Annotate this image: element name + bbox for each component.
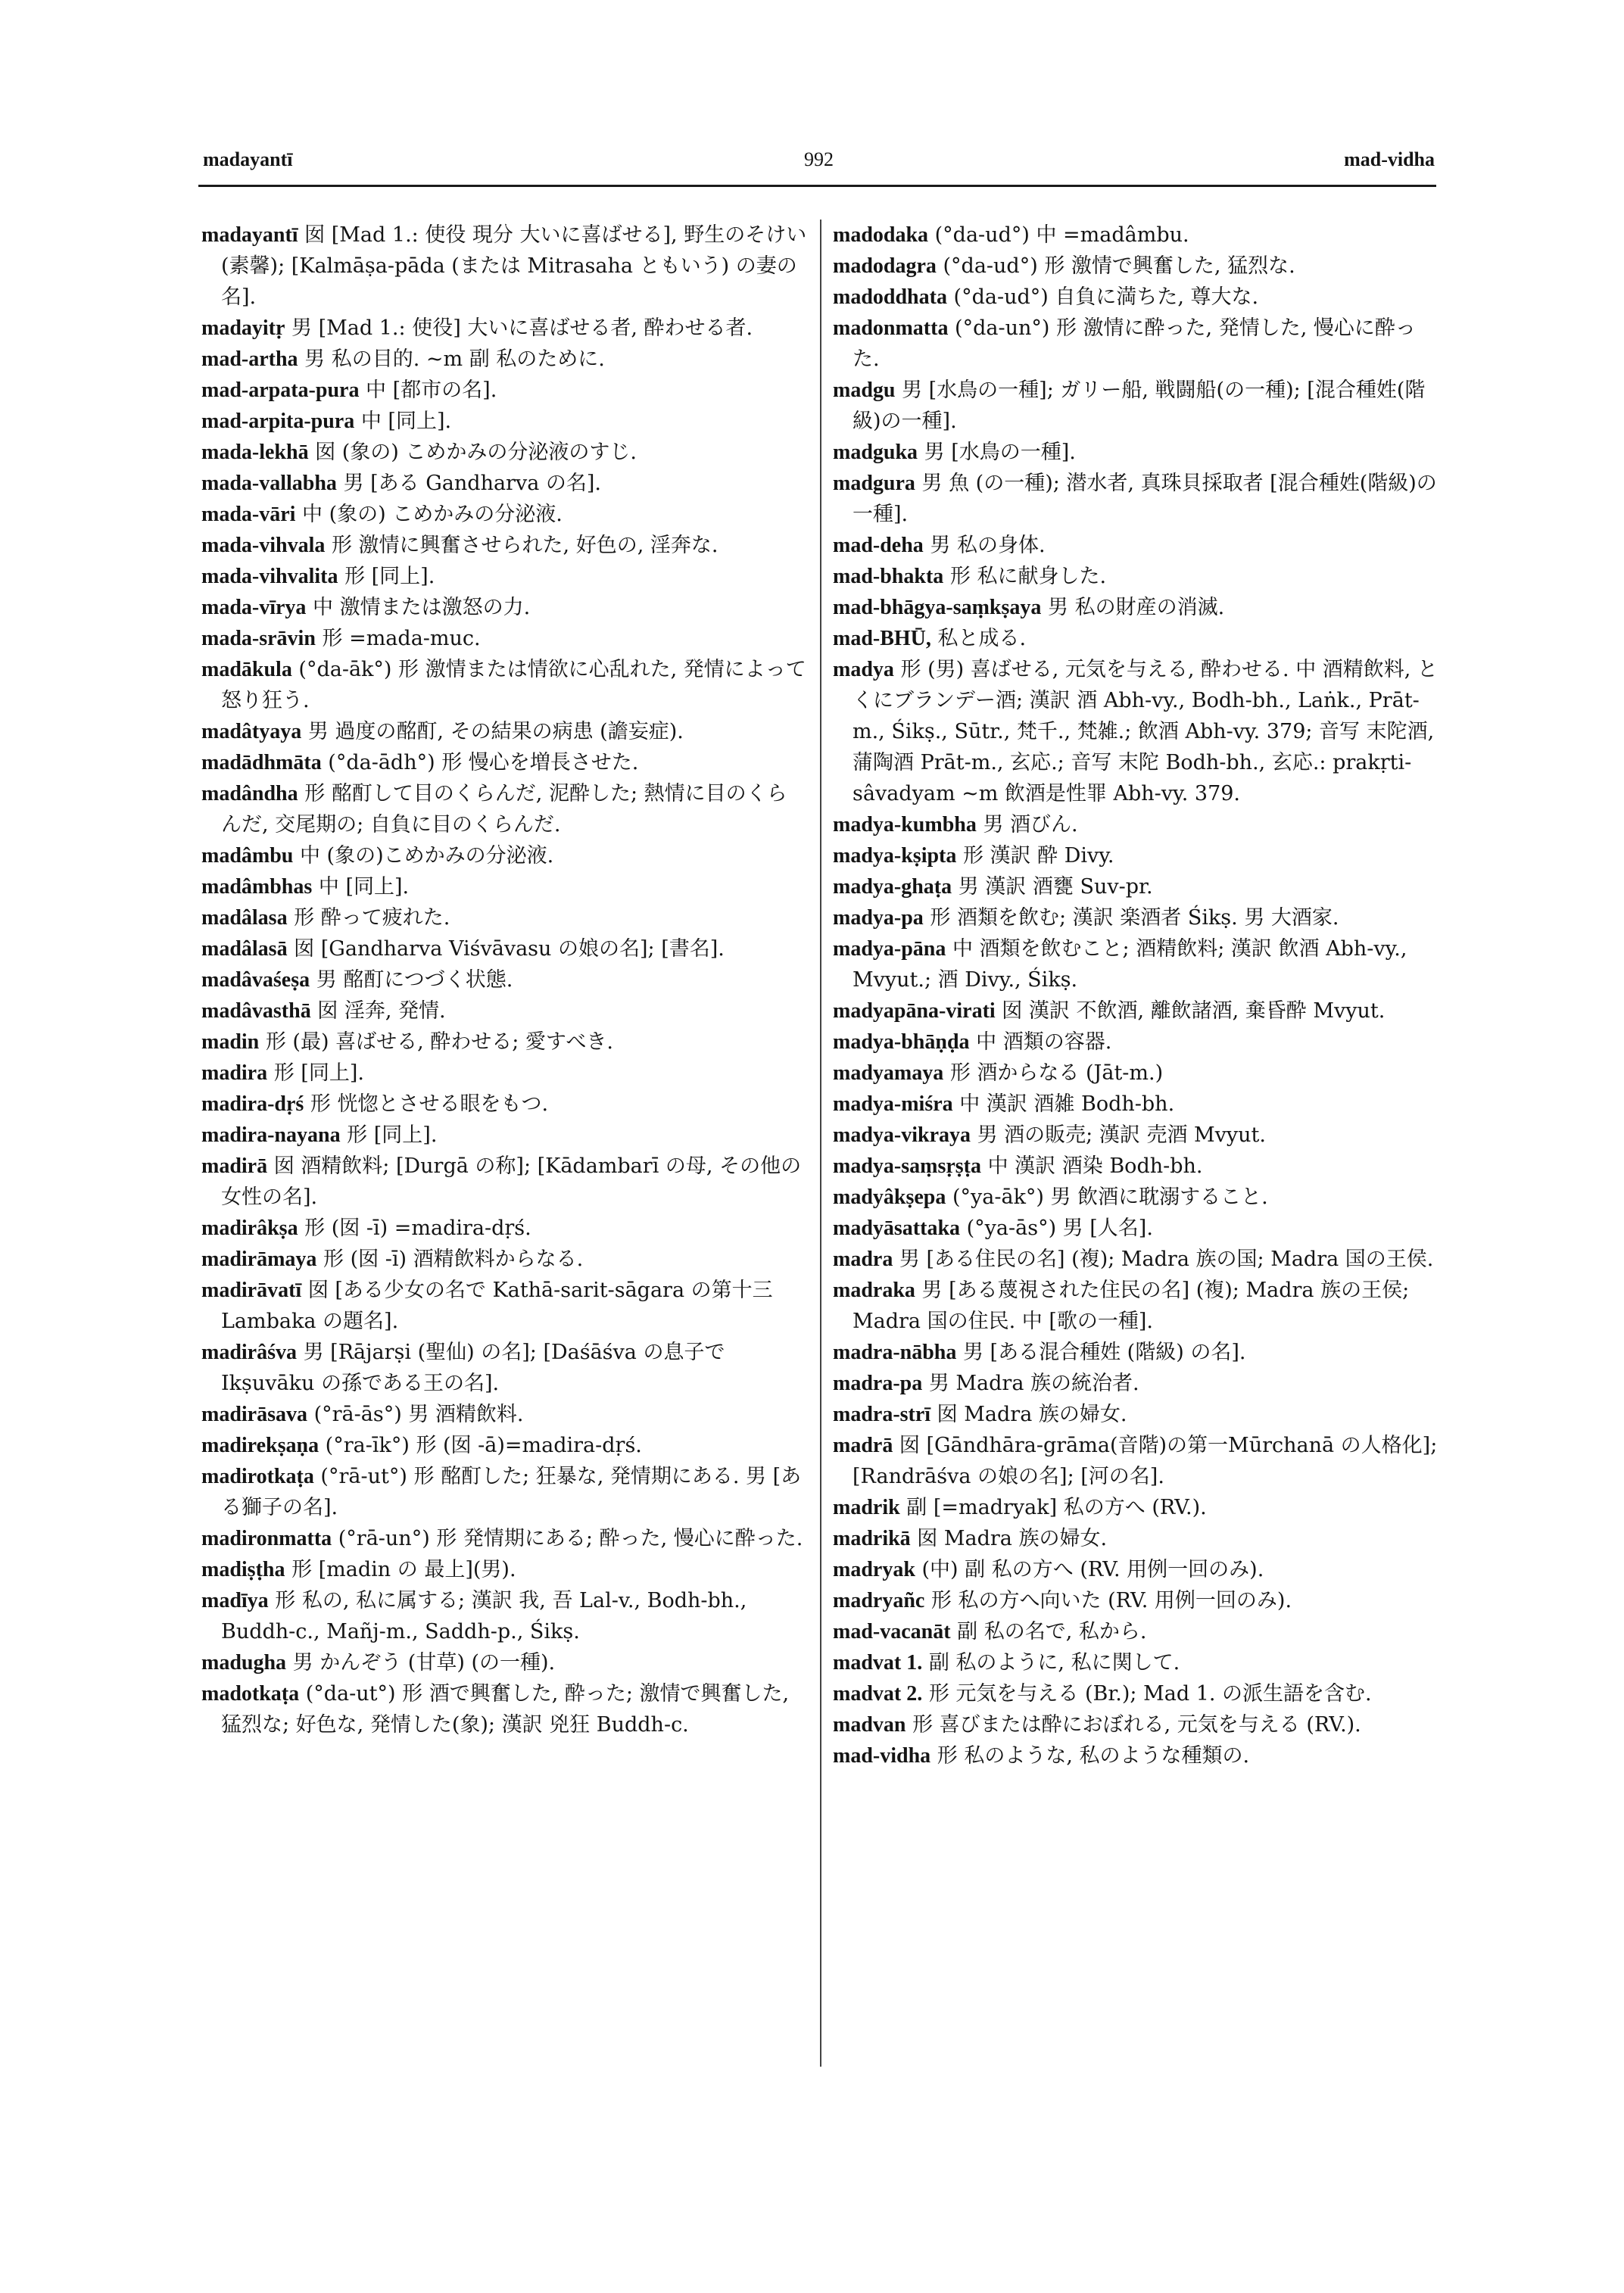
headword: madodagra	[833, 254, 937, 278]
dictionary-entry	[833, 1244, 1439, 1275]
dictionary-entry	[833, 282, 1439, 313]
headword: madin	[201, 1030, 260, 1054]
dictionary-entry	[833, 1399, 1439, 1430]
dictionary-entry	[833, 468, 1439, 530]
definition: 形 喜びまたは酔におぼれる, 元気を与える (RV.).	[912, 1713, 1361, 1737]
definition: 囡 [ある少女の名で Kathā-sarit-sāgara の第十三 Lambaka の題名].	[221, 1279, 773, 1333]
dictionary-entry	[833, 1151, 1439, 1182]
definition: 囡 [Gandharva Viśvāvasu の娘の名]; [書名].	[294, 937, 725, 961]
definition: 副 [=madryak] 私の方へ (RV.).	[906, 1496, 1207, 1519]
definition: 男 酒の販売; 漢訳 売酒 Mvyut.	[977, 1123, 1266, 1147]
definition: 形 (男) 喜ばせる, 元気を与える, 酔わせる. 中 酒精飲料, とくにブランデー酒; 漢訳 酒 Abh-vy., Bodh-bh., Laṅk., Prāt-m., Śikṣ., Sūtr., 梵千., 梵雑.; 飲酒 Abh-vy. 379; 音写 末陀酒, 蒲陶酒 Prāt-m., 玄応.; 音写 末陀 Bodh-bh., 玄応.: prakṛti-sâvadyam ~m 飲酒是性罪 Abh-vy. 379.	[853, 658, 1438, 805]
definition: 男 [ある Gandharva の名].	[343, 472, 602, 495]
dictionary-entry	[201, 623, 807, 654]
definition: 中 (象の) こめかみの分泌液.	[302, 503, 563, 526]
dictionary-entry	[833, 1709, 1439, 1740]
dictionary-entry	[201, 344, 807, 375]
dictionary-entry	[201, 995, 807, 1027]
dictionary-entry	[201, 437, 807, 468]
definition: 男 [水鳥の一種]; ガリー船, 戦闘船(の一種); [混合種姓(階級)の一種].	[853, 379, 1426, 433]
definition: 形 私に献身した.	[949, 565, 1107, 588]
headword: mad-deha	[833, 534, 924, 557]
headword: madya-saṃsṛṣṭa	[833, 1154, 981, 1178]
dictionary-entry	[833, 375, 1439, 437]
headword: madoddhata	[833, 285, 947, 309]
definition: 形 私の, 私に属する; 漢訳 我, 吾 Lal-v., Bodh-bh., Buddh-c., Mañj-m., Saddh-p., Śikṣ.	[221, 1589, 747, 1643]
dictionary-entry	[201, 654, 807, 716]
headword: mad-bhakta	[833, 565, 944, 588]
definition: 男 Madra 族の統治者.	[928, 1372, 1139, 1395]
dictionary-entry	[833, 840, 1439, 871]
dictionary-entry	[833, 1678, 1439, 1709]
definition: 男 [Rājarṣi (聖仙) の名]; [Daśāśva の息子で Ikṣuvāku の孫である王の名].	[221, 1341, 725, 1395]
definition: 男 過度の酩酊, その結果の病患 (譫妄症).	[307, 720, 684, 743]
dictionary-entry	[833, 530, 1439, 561]
headword: madira-nayana	[201, 1123, 341, 1147]
definition: (°da-ud°) 中 =madâmbu.	[934, 223, 1189, 247]
definition: 形 恍惚とさせる眼をもつ.	[310, 1092, 549, 1116]
headword: madra-strī	[833, 1403, 931, 1426]
headword: mada-vallabha	[201, 472, 337, 495]
headword: mad-vacanāt	[833, 1620, 951, 1643]
dictionary-entry	[833, 623, 1439, 654]
dictionary-entry	[201, 1027, 807, 1058]
headword: madâvaśeṣa	[201, 968, 310, 992]
dictionary-entry	[833, 220, 1439, 251]
definition: 中 [都市の名].	[366, 379, 497, 402]
dictionary-entry	[201, 902, 807, 933]
dictionary-entry	[833, 1120, 1439, 1151]
headword: madâvasthā	[201, 999, 311, 1023]
definition: 中 酒類の容器.	[976, 1030, 1112, 1054]
dictionary-entry	[201, 1678, 807, 1740]
dictionary-entry	[201, 1585, 807, 1647]
definition: 形 酩酊して目のくらんだ, 泥酔した; 熱情に目のくらんだ, 交尾期の; 自負に目のくらんだ.	[221, 782, 787, 837]
dictionary-entry	[833, 1089, 1439, 1120]
dictionary-entry	[833, 1554, 1439, 1585]
definition: 形 [同上].	[273, 1061, 364, 1085]
headword: mad-BHŪ,	[833, 627, 931, 650]
header-rule	[198, 185, 1436, 187]
dictionary-entry	[833, 871, 1439, 902]
definition: 男 かんぞう (甘草) (の一種).	[292, 1651, 556, 1675]
headword: madyamaya	[833, 1061, 944, 1085]
headword: madira-dṛś	[201, 1092, 304, 1116]
headword: madvan	[833, 1713, 906, 1737]
dictionary-entry	[833, 592, 1439, 623]
dictionary-entry	[201, 1647, 807, 1678]
dictionary-entry	[833, 1616, 1439, 1647]
definition: 囡 [Mad 1.: 使役 現分 大いに喜ばせる], 野生のそけい(素馨); [Kalmāṣa-pāda (または Mitrasaha ともいう) の妻の名].	[221, 223, 807, 309]
definition: 中 漢訳 酒雑 Bodh-bh.	[959, 1092, 1175, 1116]
dictionary-entry	[201, 1151, 807, 1213]
headword: madraka	[833, 1279, 915, 1302]
definition: 形 (囡 -ī) 酒精飲料からなる.	[323, 1248, 584, 1271]
headword: madayitṛ	[201, 316, 285, 340]
headword: madirâkṣa	[201, 1217, 298, 1240]
definition: 男 [水鳥の一種].	[924, 441, 1076, 464]
headword: madirekṣaṇa	[201, 1434, 320, 1457]
dictionary-entry	[833, 809, 1439, 840]
dictionary-entry	[201, 1213, 807, 1244]
dictionary-entry	[201, 530, 807, 561]
dictionary-entry	[833, 313, 1439, 375]
running-header	[203, 148, 1435, 179]
definition: (°ya-āk°) 男 飲酒に耽溺すること.	[952, 1185, 1268, 1209]
dictionary-entry	[201, 1554, 807, 1585]
definition: 形 [同上].	[344, 565, 435, 588]
definition: 囡 Madra 族の婦女.	[937, 1403, 1127, 1426]
dictionary-entry	[201, 933, 807, 964]
headword: madyâkṣepa	[833, 1185, 946, 1209]
dictionary-entry	[833, 1523, 1439, 1554]
definition: (°da-ādh°) 形 慢心を増長させた.	[328, 751, 639, 774]
dictionary-entry	[833, 561, 1439, 592]
right-column	[833, 220, 1439, 1771]
dictionary-entry	[201, 1120, 807, 1151]
definition: (°rā-un°) 形 発情期にある; 酔った, 慢心に酔った.	[338, 1527, 803, 1550]
headword: madrā	[833, 1434, 893, 1457]
dictionary-entry	[201, 375, 807, 406]
headword: madironmatta	[201, 1527, 332, 1550]
headword: madira	[201, 1061, 268, 1085]
headword: madugha	[201, 1651, 287, 1675]
definition: (°rā-ās°) 男 酒精飲料.	[313, 1403, 524, 1426]
headword: madya-miśra	[833, 1092, 953, 1116]
definition: 形 私のような, 私のような種類の.	[937, 1744, 1250, 1768]
dictionary-entry	[201, 1430, 807, 1461]
headword: madyapāna-virati	[833, 999, 996, 1023]
headword: madirāvatī	[201, 1279, 302, 1302]
headword: madirā	[201, 1154, 268, 1178]
definition: (°da-āk°) 形 激情または情欲に心乱れた, 発情によって怒り狂う.	[221, 658, 806, 712]
headword: mada-lekhā	[201, 441, 309, 464]
definition: 形 元気を与える (Br.); Mad 1. の派生語を含む.	[928, 1682, 1372, 1706]
headword: madgura	[833, 472, 915, 495]
dictionary-entry	[201, 468, 807, 499]
headword: madotkaṭa	[201, 1682, 300, 1706]
definition: 囡 漢訳 不飲酒, 離飲諸酒, 棄昏酔 Mvyut.	[1002, 999, 1386, 1023]
dictionary-entry	[201, 1058, 807, 1089]
headword: madra-nābha	[833, 1341, 957, 1364]
dictionary-entry	[833, 1430, 1439, 1492]
definition: 形 漢訳 酔 Divy.	[962, 844, 1114, 868]
dictionary-entry	[201, 778, 807, 840]
definition: 囡 (象の) こめかみの分泌液のすじ.	[315, 441, 637, 464]
headword: madâtyaya	[201, 720, 302, 743]
definition: (°rā-ut°) 形 酩酊した; 狂暴な, 発情期にある. 男 [ある獅子の名].	[221, 1465, 802, 1519]
dictionary-entry	[833, 1337, 1439, 1368]
headword: mada-vīrya	[201, 596, 307, 619]
headword: madonmatta	[833, 316, 949, 340]
definition: 男 [ある混合種姓 (階級) の名].	[962, 1341, 1246, 1364]
dictionary-entry	[201, 1089, 807, 1120]
headword: madyāsattaka	[833, 1217, 961, 1240]
definition: 形 酔って疲れた.	[294, 906, 450, 930]
dictionary-entry	[201, 220, 807, 313]
dictionary-entry	[833, 1585, 1439, 1616]
headword: madryañc	[833, 1589, 925, 1612]
headword: mad-arpata-pura	[201, 379, 360, 402]
headword: madâmbhas	[201, 875, 313, 899]
dictionary-entry	[201, 964, 807, 995]
headword: madrik	[833, 1496, 900, 1519]
definition: (°ra-īk°) 形 (囡 -ā)=madira-dṛś.	[325, 1434, 642, 1457]
headword: madirāsava	[201, 1403, 307, 1426]
headword: madodaka	[833, 223, 929, 247]
headword: madīya	[201, 1589, 269, 1612]
definition: (中) 副 私の方へ (RV. 用例一回のみ).	[921, 1558, 1264, 1581]
definition: 中 激情または激怒の力.	[313, 596, 531, 619]
headword: mad-artha	[201, 347, 298, 371]
definition: (°da-ud°) 形 激情で興奮した, 猛烈な.	[943, 254, 1295, 278]
definition: 囡 淫奔, 発情.	[317, 999, 446, 1023]
dictionary-entry	[833, 1740, 1439, 1771]
dictionary-entry	[201, 592, 807, 623]
dictionary-entry	[833, 933, 1439, 995]
dictionary-entry	[833, 1275, 1439, 1337]
dictionary-entry	[201, 499, 807, 530]
headword: madrikā	[833, 1527, 911, 1550]
definition: 副 私の名で, 私から.	[957, 1620, 1147, 1643]
headword: mada-vihvalita	[201, 565, 338, 588]
dictionary-entry	[201, 313, 807, 344]
headword: madra-pa	[833, 1372, 923, 1395]
dictionary-entry	[201, 716, 807, 747]
headword: madra	[833, 1248, 893, 1271]
headword: mada-vihvala	[201, 534, 326, 557]
headword: mada-srāvin	[201, 627, 316, 650]
headword: mad-vidha	[833, 1744, 931, 1768]
headword: madryak	[833, 1558, 915, 1581]
headword: madya-bhāṇḍa	[833, 1030, 970, 1054]
definition: 中 酒類を飲むこと; 酒精飲料; 漢訳 飲酒 Abh-vy., Mvyut.; 酒 Divy., Śikṣ.	[853, 937, 1407, 992]
definition: 形 =mada-muc.	[322, 627, 481, 650]
headword: mada-vāri	[201, 503, 296, 526]
headword: madirâśva	[201, 1341, 297, 1364]
dictionary-entry	[833, 1213, 1439, 1244]
dictionary-entry	[833, 1647, 1439, 1678]
definition: 形 酒からなる (Jāt-m.)	[949, 1061, 1164, 1085]
definition: 男 [Mad 1.: 使役] 大いに喜ばせる者, 酔わせる者.	[291, 316, 753, 340]
dictionary-entry	[201, 840, 807, 871]
definition: 男 私の身体.	[930, 534, 1046, 557]
headword: madâlasa	[201, 906, 288, 930]
dictionary-entry	[833, 437, 1439, 468]
headword: madya-ghaṭa	[833, 875, 952, 899]
definition: 囡 酒精飲料; [Durgā の称]; [Kādambarī の母, その他の女性の名].	[221, 1154, 802, 1209]
headword: madirāmaya	[201, 1248, 317, 1271]
headword: madiṣṭha	[201, 1558, 285, 1581]
headword: madâlasā	[201, 937, 288, 961]
headword: madguka	[833, 441, 918, 464]
headword: madya-kumbha	[833, 813, 977, 837]
definition: 形 (囡 -ī) =madira-dṛś.	[304, 1217, 531, 1240]
headword: mad-bhāgya-saṃkṣaya	[833, 596, 1042, 619]
dictionary-entry	[201, 871, 807, 902]
headword: madgu	[833, 379, 896, 402]
dictionary-entry	[833, 995, 1439, 1027]
definition: 私と成る.	[937, 627, 1027, 650]
dictionary-entry	[833, 902, 1439, 933]
definition: 形 [madin の 最上](男).	[291, 1558, 516, 1581]
headword: madākula	[201, 658, 292, 681]
dictionary-entry	[201, 1244, 807, 1275]
headword: madya	[833, 658, 894, 681]
dictionary-entry	[833, 1058, 1439, 1089]
definition: 男 漢訳 酒甕 Suv-pr.	[958, 875, 1153, 899]
definition: (°ya-ās°) 男 [人名].	[966, 1217, 1153, 1240]
definition: 中 (象の)こめかみの分泌液.	[299, 844, 554, 868]
definition: 男 魚 (の一種); 潜水者, 真珠貝採取者 [混合種姓(階級)の一種].	[853, 472, 1437, 526]
column-divider	[820, 220, 821, 2067]
headword: madya-pa	[833, 906, 924, 930]
headword: madādhmāta	[201, 751, 322, 774]
dictionary-entry	[833, 1492, 1439, 1523]
page-number: 992	[804, 148, 834, 170]
definition: 副 私のように, 私に関して.	[928, 1651, 1180, 1675]
headword: madâmbu	[201, 844, 294, 868]
dictionary-entry	[201, 1461, 807, 1523]
headword: mad-arpita-pura	[201, 410, 355, 433]
definition: (°da-ud°) 自負に満ちた, 尊大な.	[953, 285, 1259, 309]
headword: madândha	[201, 782, 298, 805]
dictionary-entry	[201, 747, 807, 778]
headword: madya-kṣipta	[833, 844, 957, 868]
guide-word-right: mad-vidha	[1344, 148, 1435, 170]
dictionary-entry	[833, 1027, 1439, 1058]
headword: madya-pāna	[833, 937, 946, 961]
headword: madvat 1.	[833, 1651, 923, 1675]
definition: (°da-ut°) 形 酒で興奮した, 酔った; 激情で興奮した, 猛烈な; 好色な, 発情した(象); 漢訳 兇狂 Buddh-c.	[221, 1682, 790, 1737]
definition: 形 激情に興奮させられた, 好色の, 淫奔な.	[331, 534, 718, 557]
definition: 形 私の方へ向いた (RV. 用例一回のみ).	[930, 1589, 1292, 1612]
dictionary-entry	[833, 1182, 1439, 1213]
definition: 男 私の目的. ~m 副 私のために.	[304, 347, 605, 371]
definition: 男 酩酊につづく状態.	[316, 968, 513, 992]
guide-word-left: madayantī	[203, 148, 293, 170]
headword: madirotkaṭa	[201, 1465, 314, 1488]
dictionary-entry	[201, 1337, 807, 1399]
definition: 形 (最) 喜ばせる, 酔わせる; 愛すべき.	[265, 1030, 613, 1054]
definition: 囡 Madra 族の婦女.	[917, 1527, 1108, 1550]
left-column	[201, 220, 807, 1740]
definition: 形 酒類を飲む; 漢訳 楽酒者 Śikṣ. 男 大酒家.	[930, 906, 1339, 930]
dictionary-entry	[201, 1523, 807, 1554]
definition: 形 [同上].	[347, 1123, 438, 1147]
definition: 中 [同上].	[318, 875, 410, 899]
definition: 男 [ある蔑視された住民の名] (複); Madra 族の王侯; Madra 国の住民. 中 [歌の一種].	[853, 1279, 1410, 1333]
dictionary-entry	[833, 654, 1439, 809]
definition: 男 酒びん.	[983, 813, 1078, 837]
headword: madayantī	[201, 223, 298, 247]
definition: 中 漢訳 酒染 Bodh-bh.	[987, 1154, 1203, 1178]
definition: 中 [同上].	[360, 410, 452, 433]
dictionary-entry	[201, 1399, 807, 1430]
definition: 男 私の財産の消滅.	[1047, 596, 1225, 619]
dictionary-entry	[201, 1275, 807, 1337]
dictionary-entry	[201, 561, 807, 592]
definition: 囡 [Gāndhāra-grāma(音階)の第一Mūrchanā の人格化]; [Randrāśva の娘の名]; [河の名].	[853, 1434, 1438, 1488]
definition: 男 [ある住民の名] (複); Madra 族の国; Madra 国の王侯.	[899, 1248, 1434, 1271]
headword: madvat 2.	[833, 1682, 923, 1706]
dictionary-entry	[833, 251, 1439, 282]
headword: madya-vikraya	[833, 1123, 971, 1147]
definition: (°da-un°) 形 激情に酔った, 発情した, 慢心に酔った.	[853, 316, 1416, 371]
dictionary-entry	[833, 1368, 1439, 1399]
dictionary-entry	[201, 406, 807, 437]
